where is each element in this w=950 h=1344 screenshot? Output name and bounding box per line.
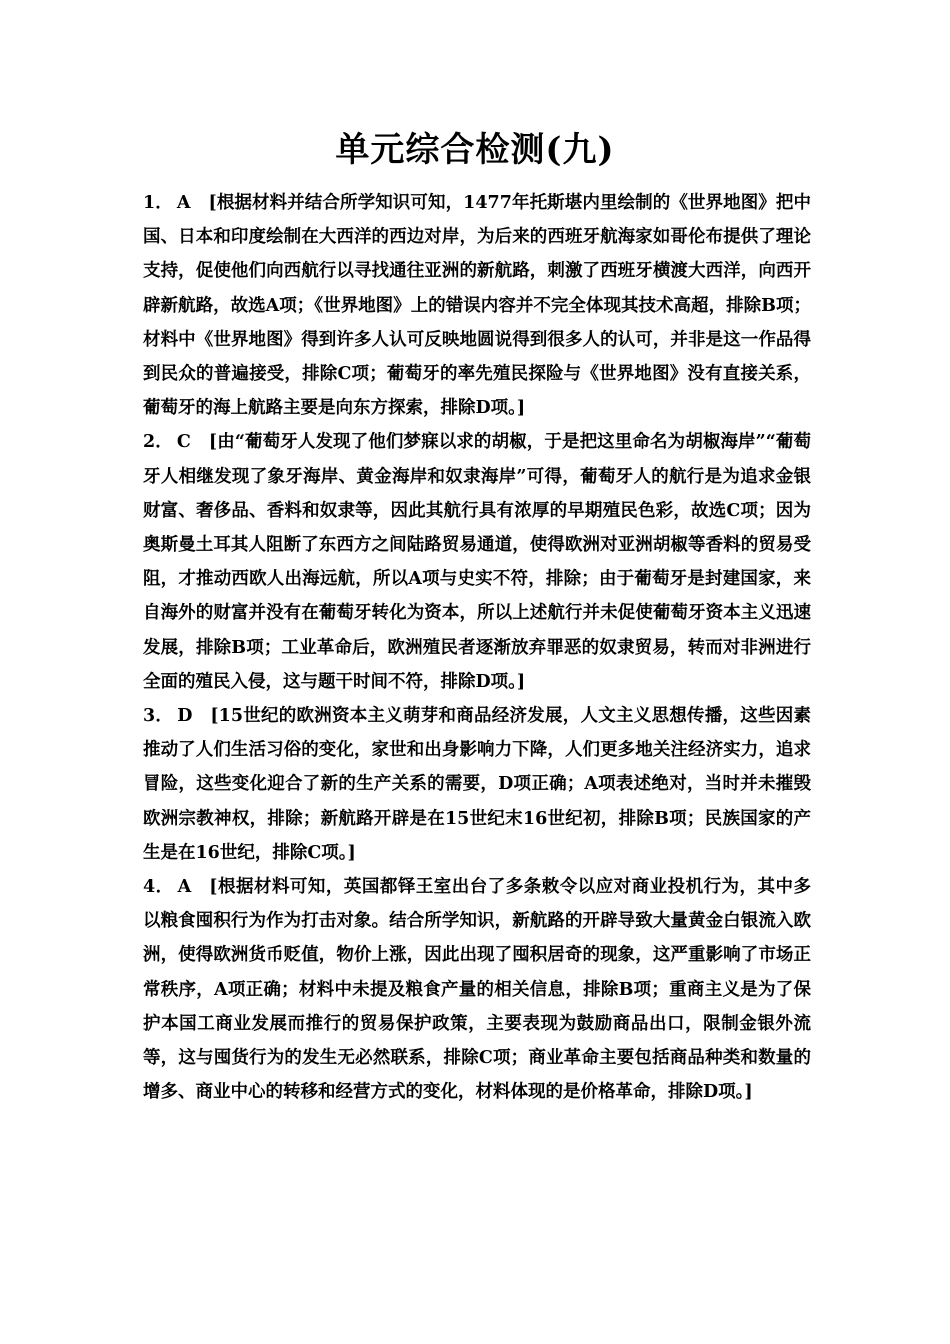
answer-explanation: [15世纪的欧洲资本主义萌芽和商品经济发展，人文主义思想传播，这些因素推动了人们生活习俗的变化，家世和出身影响力下降，人们更多地关注经济实力，追求冒险，这些变化迎合了新的生产关系的需要，D项正确；A项表述绝对，当时并未摧毁欧洲宗教神权，排除；新航路开辟是在15世纪末16世纪初，排除B项；民族国家的产生是在16世纪，排除C项。]	[143, 706, 811, 863]
answer-choice: A	[177, 877, 192, 898]
question-number: 3．	[143, 706, 174, 727]
question-number: 2．	[143, 432, 173, 453]
answer-choice: D	[177, 706, 193, 727]
answer-explanation: [根据材料可知，英国都铎王室出台了多条敕令以应对商业投机行为，其中多以粮食囤积行为作为打击对象。结合所学知识，新航路的开辟导致大量黄金白银流入欧洲，使得欧洲货币贬值，物价上涨，因此出现了囤积居奇的现象，这严重影响了市场正常秩序，A项正确；材料中未提及粮食产量的相关信息，排除B项；重商主义是为了保护本国工商业发展而推行的贸易保护政策，主要表现为鼓励商品出口，限制金银外流等，这与囤货行为的发生无必然联系，排除C项；商业革命主要包括商品种类和数量的增多、商业中心的转移和经营方式的变化，材料体现的是价格革命，排除D项。]	[143, 877, 811, 1103]
answer-explanation: [由“葡萄牙人发现了他们梦寐以求的胡椒，于是把这里命名为胡椒海岸”“葡萄牙人相继发现了象牙海岸、黄金海岸和奴隶海岸”可得，葡萄牙人的航行是为追求金银财富、奢侈品、香料和奴隶等，因此其航行具有浓厚的早期殖民色彩，故选C项；因为奥斯曼土耳其人阻断了东西方之间陆路贸易通道，使得欧洲对亚洲胡椒等香料的贸易受阻，才推动西欧人出海远航，所以A项与史实不符，排除；由于葡萄牙是封建国家，来自海外的财富并没有在葡萄牙转化为资本，所以上述航行并未促使葡萄牙资本主义迅速发展，排除B项；工业革命后，欧洲殖民者逐渐放弃罪恶的奴隶贸易，转而对非洲进行全面的殖民入侵，这与题干时间不符，排除D项。]	[143, 432, 811, 692]
answer-item	[143, 870, 811, 1109]
question-number: 4．	[143, 877, 174, 898]
answer-choice: A	[176, 193, 191, 213]
answer-explanation: [根据材料并结合所学知识可知，1477年托斯堪内里绘制的《世界地图》把中国、日本和印度绘制在大西洋的西边对岸，为后来的西班牙航海家如哥伦布提供了理论支持，促使他们向西航行以寻找通往亚洲的新航路，刺激了西班牙横渡大西洋，向西开辟新航路，故选A项；《世界地图》上的错误内容并不完全体现其技术高超，排除B项；材料中《世界地图》得到许多人认可反映地圆说得到很多人的认可，并非是这一作品得到民众的普遍接受，排除C项；葡萄牙的率先殖民探险与《世界地图》没有直接关系，葡萄牙的海上航路主要是向东方探索，排除D项。]	[143, 193, 811, 419]
answer-item	[143, 699, 811, 870]
answer-choice: C	[176, 432, 191, 453]
answer-list	[143, 186, 811, 1109]
question-number: 1．	[143, 193, 173, 213]
page-title: 单元综合检测(九)	[335, 130, 615, 170]
answer-item	[143, 425, 811, 699]
answer-item	[143, 186, 811, 425]
